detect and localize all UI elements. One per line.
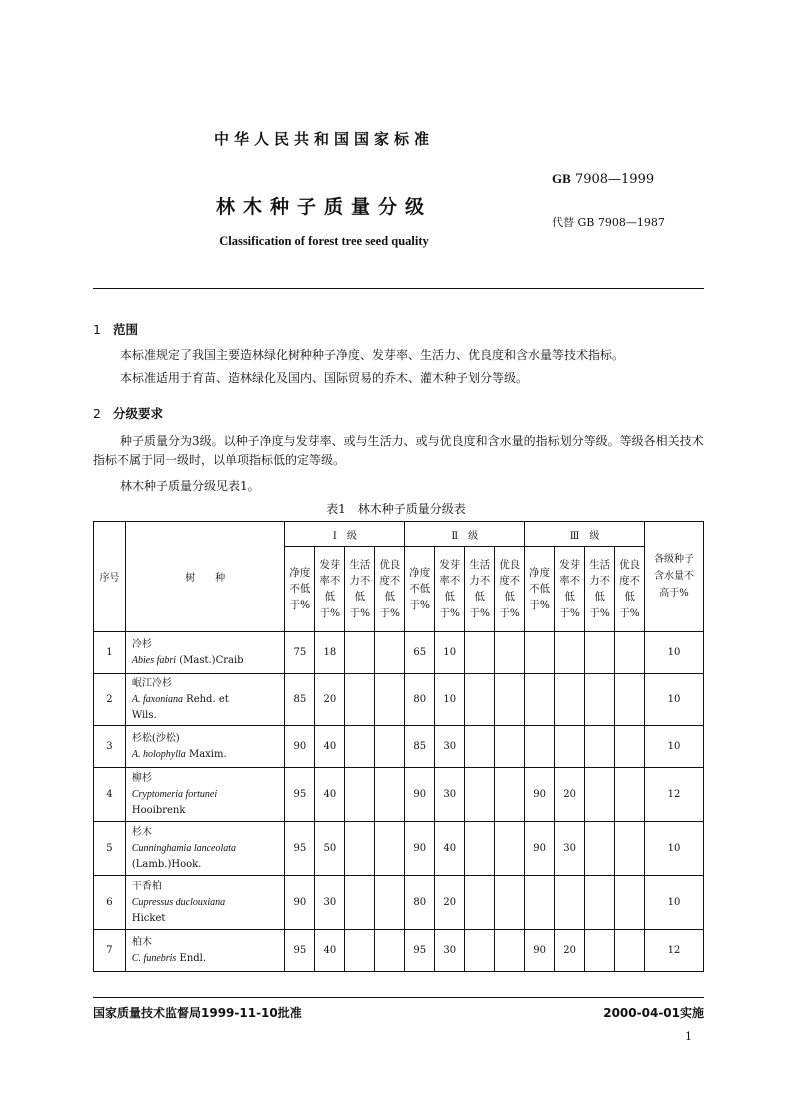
- value-cell: [375, 876, 405, 930]
- value-cell: [615, 930, 645, 972]
- value-cell: [525, 674, 555, 726]
- subheader-g3-1: 净度不低于%: [525, 547, 555, 632]
- value-cell: 85: [285, 674, 315, 726]
- species-chinese-name: 柏木: [131, 936, 152, 948]
- value-cell: 20: [555, 930, 585, 972]
- value-cell: [375, 930, 405, 972]
- value-cell: [375, 822, 405, 876]
- species-author-cont: (Lamb.)Hook.: [131, 858, 202, 870]
- section-heading-grading: 2 分级要求: [93, 406, 163, 421]
- subheader-g1-2: 发芽率不低于%: [315, 547, 345, 632]
- value-cell: 90: [525, 768, 555, 822]
- document-title: 林木种子质量分级: [215, 196, 432, 218]
- value-cell: 30: [435, 726, 465, 768]
- table-caption: 表1 林木种子质量分级表: [326, 502, 466, 516]
- value-cell: [555, 876, 585, 930]
- value-cell: 40: [435, 822, 465, 876]
- value-cell: 90: [285, 726, 315, 768]
- value-cell: [525, 632, 555, 674]
- value-cell: 90: [525, 822, 555, 876]
- row-seq: 3: [94, 726, 126, 768]
- value-cell: [555, 632, 585, 674]
- subheader-g2-1: 净度不低于%: [405, 547, 435, 632]
- value-cell: [465, 930, 495, 972]
- value-cell: [585, 768, 615, 822]
- row-seq: 6: [94, 876, 126, 930]
- value-cell: [615, 632, 645, 674]
- species-author: Rehd. et: [186, 693, 229, 705]
- table-row: [94, 876, 704, 930]
- section-heading-scope: 1 范围: [93, 322, 138, 337]
- header-species: 树 种: [125, 522, 285, 632]
- page-number: 1: [685, 1030, 692, 1043]
- value-cell: [525, 876, 555, 930]
- species-latin-name: A. faxoniana: [131, 693, 183, 705]
- value-cell: [495, 822, 525, 876]
- value-cell: [525, 726, 555, 768]
- value-cell: 20: [555, 768, 585, 822]
- moisture-cell: 10: [645, 876, 704, 930]
- subheader-g3-4: 优良度不低于%: [615, 547, 645, 632]
- value-cell: 90: [405, 822, 435, 876]
- standard-number: [552, 171, 654, 187]
- value-cell: [375, 726, 405, 768]
- value-cell: 40: [315, 930, 345, 972]
- row-species: [125, 822, 285, 876]
- value-cell: 65: [405, 632, 435, 674]
- value-cell: [465, 632, 495, 674]
- value-cell: 80: [405, 674, 435, 726]
- value-cell: [375, 768, 405, 822]
- english-title: Classification of forest tree seed quality: [219, 234, 429, 248]
- value-cell: [585, 930, 615, 972]
- table-row: [94, 632, 704, 674]
- value-cell: [465, 876, 495, 930]
- value-cell: [465, 674, 495, 726]
- value-cell: [495, 674, 525, 726]
- row-species: [125, 726, 285, 768]
- scope-para-2: 本标准适用于育苗、造林绿化及国内、国际贸易的乔木、灌木种子划分等级。: [120, 371, 529, 385]
- species-author-cont: Hicket: [131, 912, 166, 924]
- value-cell: [615, 674, 645, 726]
- value-cell: [495, 726, 525, 768]
- species-chinese-name: 杉松(沙松): [131, 732, 180, 744]
- moisture-cell: 10: [645, 726, 704, 768]
- value-cell: 50: [315, 822, 345, 876]
- value-cell: 20: [435, 876, 465, 930]
- row-seq: 4: [94, 768, 126, 822]
- species-author-cont: Wils.: [131, 709, 157, 721]
- standard-code: 7908—1999: [574, 172, 655, 187]
- value-cell: [465, 768, 495, 822]
- approval-note: 国家质量技术监督局1999-11-10批准: [93, 1006, 302, 1020]
- row-seq: 1: [94, 632, 126, 674]
- value-cell: 30: [435, 768, 465, 822]
- value-cell: [345, 930, 375, 972]
- value-cell: 80: [405, 876, 435, 930]
- value-cell: [345, 726, 375, 768]
- moisture-cell: 12: [645, 768, 704, 822]
- footer-divider: [93, 997, 704, 998]
- species-latin-name: Cunninghamia lanceolata: [131, 842, 237, 854]
- subheader-g2-4: 优良度不低于%: [495, 547, 525, 632]
- value-cell: [465, 726, 495, 768]
- header-moisture: 各级种子含水量不高于%: [645, 522, 704, 632]
- value-cell: [375, 674, 405, 726]
- species-chinese-name: 冷杉: [131, 638, 152, 650]
- species-chinese-name: 杉木: [131, 826, 152, 838]
- table-row: [94, 726, 704, 768]
- subheader-g1-4: 优良度不低于%: [375, 547, 405, 632]
- value-cell: 40: [315, 768, 345, 822]
- species-author-cont: Hooibrenk: [131, 804, 186, 816]
- header-divider: [93, 288, 704, 289]
- value-cell: [555, 674, 585, 726]
- value-cell: [345, 822, 375, 876]
- species-author: (Mast.)Craib: [179, 654, 244, 666]
- seed-quality-table: [93, 521, 704, 972]
- value-cell: [465, 822, 495, 876]
- national-standard-label: 中华人民共和国国家标准: [213, 130, 434, 148]
- value-cell: [585, 822, 615, 876]
- value-cell: 30: [435, 930, 465, 972]
- table-row: [94, 674, 704, 726]
- value-cell: [615, 726, 645, 768]
- value-cell: 90: [525, 930, 555, 972]
- species-latin-name: A. holophylla: [131, 748, 186, 760]
- value-cell: [345, 768, 375, 822]
- value-cell: 90: [285, 876, 315, 930]
- value-cell: [345, 674, 375, 726]
- value-cell: [495, 876, 525, 930]
- value-cell: 85: [405, 726, 435, 768]
- table-row: [94, 822, 704, 876]
- value-cell: 20: [315, 674, 345, 726]
- value-cell: 40: [315, 726, 345, 768]
- value-cell: 10: [435, 632, 465, 674]
- replaces-note: 代替 GB 7908—1987: [552, 216, 665, 229]
- value-cell: [495, 768, 525, 822]
- value-cell: [585, 632, 615, 674]
- value-cell: [495, 632, 525, 674]
- value-cell: 18: [315, 632, 345, 674]
- value-cell: [585, 876, 615, 930]
- subheader-g1-3: 生活力不低于%: [345, 547, 375, 632]
- header-grade-2: Ⅱ 级: [405, 522, 525, 547]
- moisture-cell: 10: [645, 632, 704, 674]
- value-cell: [615, 822, 645, 876]
- value-cell: 90: [405, 768, 435, 822]
- value-cell: [555, 726, 585, 768]
- value-cell: 75: [285, 632, 315, 674]
- subheader-g2-3: 生活力不低于%: [465, 547, 495, 632]
- value-cell: [375, 632, 405, 674]
- value-cell: 30: [315, 876, 345, 930]
- species-latin-name: C. funebris: [131, 952, 177, 964]
- grading-para-1: 种子质量分为3级。以种子净度与发芽率、或与生活力、或与优良度和含水量的指标划分等级。等级各相关技术指标不属于同一级时，以单项指标低的定等级。: [93, 434, 704, 467]
- species-chinese-name: 干香柏: [131, 880, 162, 892]
- value-cell: 95: [285, 930, 315, 972]
- row-seq: 2: [94, 674, 126, 726]
- row-species: [125, 876, 285, 930]
- value-cell: 10: [435, 674, 465, 726]
- grading-para-2: 林木种子质量分级见表1。: [120, 479, 260, 493]
- effective-date: 2000-04-01实施: [603, 1006, 704, 1020]
- table-row: [94, 930, 704, 972]
- value-cell: [585, 726, 615, 768]
- species-latin-name: Cupressus duclouxiana: [131, 896, 226, 908]
- value-cell: 95: [285, 768, 315, 822]
- species-author: Maxim.: [188, 748, 227, 760]
- value-cell: [615, 876, 645, 930]
- row-seq: 5: [94, 822, 126, 876]
- row-species: [125, 632, 285, 674]
- moisture-cell: 12: [645, 930, 704, 972]
- value-cell: [615, 768, 645, 822]
- row-species: [125, 930, 285, 972]
- header-seq: 序号: [94, 522, 126, 632]
- species-author: Endl.: [179, 952, 207, 964]
- table-row: [94, 768, 704, 822]
- standard-prefix: GB: [552, 171, 571, 186]
- value-cell: [345, 876, 375, 930]
- row-species: [125, 768, 285, 822]
- row-seq: 7: [94, 930, 126, 972]
- value-cell: 95: [405, 930, 435, 972]
- subheader-g1-1: 净度不低于%: [285, 547, 315, 632]
- subheader-g3-2: 发芽率不低于%: [555, 547, 585, 632]
- moisture-cell: 10: [645, 822, 704, 876]
- header-grade-1: Ⅰ 级: [285, 522, 405, 547]
- subheader-g3-3: 生活力不低于%: [585, 547, 615, 632]
- value-cell: 30: [555, 822, 585, 876]
- subheader-g2-2: 发芽率不低于%: [435, 547, 465, 632]
- species-latin-name: Cryptomeria fortunei: [131, 788, 218, 800]
- value-cell: [585, 674, 615, 726]
- species-chinese-name: 柳杉: [131, 772, 152, 784]
- species-latin-name: Abies fabri: [131, 654, 177, 666]
- scope-para-1: 本标准规定了我国主要造林绿化树种种子净度、发芽率、生活力、优良度和含水量等技术指标。: [120, 348, 625, 362]
- value-cell: [495, 930, 525, 972]
- value-cell: [345, 632, 375, 674]
- header-grade-3: Ⅲ 级: [525, 522, 645, 547]
- moisture-cell: 10: [645, 674, 704, 726]
- value-cell: 95: [285, 822, 315, 876]
- species-chinese-name: 岷江冷杉: [131, 677, 172, 689]
- row-species: [125, 674, 285, 726]
